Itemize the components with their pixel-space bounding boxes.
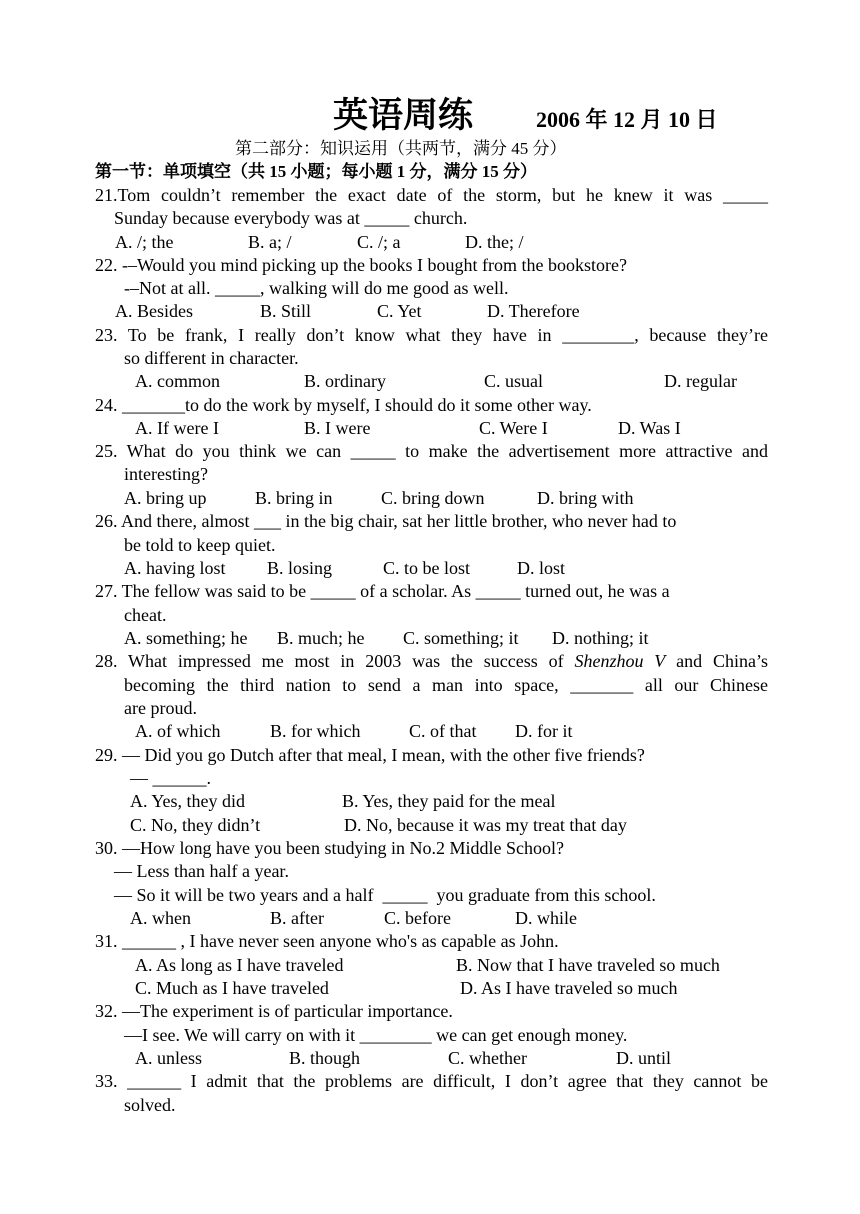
question-23-line-1: 23. To be frank, I really don’t know what they have in ________, because they’re [95, 325, 768, 345]
question-29-line-1: 29. — Did you go Dutch after that meal, I mean, with the other five friends? [95, 745, 645, 765]
question-25-line-2: interesting? [124, 464, 208, 484]
q31-option-d: D. As I have traveled so much [460, 978, 678, 998]
q21-option-a: A. /; the [115, 232, 174, 252]
q28-line-1-start: 28. What impressed me most in 2003 was the success of [95, 651, 575, 671]
question-27-line-1: 27. The fellow was said to be _____ of a scholar. As _____ turned out, he was a [95, 581, 670, 601]
question-30-line-1: 30. —How long have you been studying in No.2 Middle School? [95, 838, 564, 858]
question-30-line-2: — Less than half a year. [114, 861, 289, 881]
q23-option-b: B. ordinary [304, 371, 386, 391]
question-32-line-1: 32. —The experiment is of particular importance. [95, 1001, 453, 1021]
q24-option-b: B. I were [304, 418, 371, 438]
q28-option-c: C. of that [409, 721, 477, 741]
question-33-line-2: solved. [124, 1095, 176, 1115]
q21-option-b: B. a; / [248, 232, 292, 252]
q24-option-a: A. If were I [135, 418, 219, 438]
q28-spacecraft-name: Shenzhou V [574, 651, 666, 671]
question-21-line-1: 21.Tom couldn’t remember the exact date of the storm, but he knew it was _____ [95, 185, 768, 205]
question-30-line-3: — So it will be two years and a half _____ you graduate from this school. [114, 885, 656, 905]
q22-option-a: A. Besides [115, 301, 193, 321]
q22-option-d: D. Therefore [487, 301, 580, 321]
q32-option-a: A. unless [135, 1048, 202, 1068]
question-22-line-1: 22. -–Would you mind picking up the books I bought from the bookstore? [95, 255, 627, 275]
q28-option-d: D. for it [515, 721, 573, 741]
q23-option-a: A. common [135, 371, 220, 391]
q30-option-d: D. while [515, 908, 577, 928]
q31-option-c: C. Much as I have traveled [135, 978, 329, 998]
q31-option-b: B. Now that I have traveled so much [456, 955, 720, 975]
question-33-line-1: 33. ______ I admit that the problems are difficult, I don’t agree that they cannot be [95, 1071, 768, 1091]
q29-option-c: C. No, they didn’t [130, 815, 261, 835]
q26-option-b: B. losing [267, 558, 333, 578]
q31-option-a: A. As long as I have traveled [135, 955, 344, 975]
q27-option-a: A. something; he [124, 628, 248, 648]
q23-option-d: D. regular [664, 371, 737, 391]
question-24-line-1: 24. _______to do the work by myself, I should do it some other way. [95, 395, 592, 415]
question-28-line-1 [95, 650, 768, 672]
section-heading: 第一节：单项填空（共 15 小题；每小题 1 分，满分 15 分） [95, 162, 537, 181]
q23-option-c: C. usual [484, 371, 544, 391]
q29-option-d: D. No, because it was my treat that day [344, 815, 627, 835]
q27-option-d: D. nothing; it [552, 628, 649, 648]
q28-option-b: B. for which [270, 721, 361, 741]
q22-option-b: B. Still [260, 301, 312, 321]
q26-option-a: A. having lost [124, 558, 226, 578]
question-26-line-2: be told to keep quiet. [124, 535, 276, 555]
question-28-line-3: are proud. [124, 698, 197, 718]
question-27-line-2: cheat. [124, 605, 167, 625]
worksheet-title: 英语周练 [333, 96, 474, 135]
q25-option-c: C. bring down [381, 488, 485, 508]
q29-option-b: B. Yes, they paid for the meal [342, 791, 556, 811]
q25-option-b: B. bring in [255, 488, 333, 508]
q27-option-b: B. much; he [277, 628, 365, 648]
q27-option-c: C. something; it [403, 628, 519, 648]
question-29-line-2: — ______. [130, 768, 211, 788]
q29-option-a: A. Yes, they did [130, 791, 246, 811]
question-31-line-1: 31. ______ , I have never seen anyone who's as capable as John. [95, 931, 559, 951]
question-23-line-2: so different in character. [124, 348, 299, 368]
question-28-line-2: becoming the third nation to send a man into space, _______ all our Chinese [124, 675, 768, 695]
q24-option-c: C. Were I [479, 418, 548, 438]
q30-option-b: B. after [270, 908, 324, 928]
question-32-line-2: —I see. We will carry on with it ________ we can get enough money. [124, 1025, 628, 1045]
question-26-line-1: 26. And there, almost ___ in the big chair, sat her little brother, who never had to [95, 511, 677, 531]
q24-option-d: D. Was I [618, 418, 681, 438]
question-25-line-1: 25. What do you think we can _____ to make the advertisement more attractive and [95, 441, 768, 461]
q26-option-d: D. lost [517, 558, 566, 578]
q30-option-c: C. before [384, 908, 451, 928]
q26-option-c: C. to be lost [383, 558, 471, 578]
q28-option-a: A. of which [135, 721, 221, 741]
q25-option-d: D. bring with [537, 488, 634, 508]
q32-option-d: D. until [616, 1048, 672, 1068]
part-heading: 第二部分：知识运用（共两节，满分 45 分） [235, 139, 567, 158]
q25-option-a: A. bring up [124, 488, 207, 508]
q21-option-c: C. /; a [357, 232, 401, 252]
question-22-line-2: -–Not at all. _____, walking will do me good as well. [124, 278, 509, 298]
q22-option-c: C. Yet [377, 301, 422, 321]
q28-line-1-end: and China’s [665, 651, 768, 671]
q30-option-a: A. when [130, 908, 191, 928]
q32-option-b: B. though [289, 1048, 361, 1068]
question-21-line-2: Sunday because everybody was at _____ church. [114, 208, 468, 228]
worksheet-date: 2006 年 12 月 10 日 [536, 107, 718, 132]
q32-option-c: C. whether [448, 1048, 527, 1068]
q21-option-d: D. the; / [465, 232, 524, 252]
